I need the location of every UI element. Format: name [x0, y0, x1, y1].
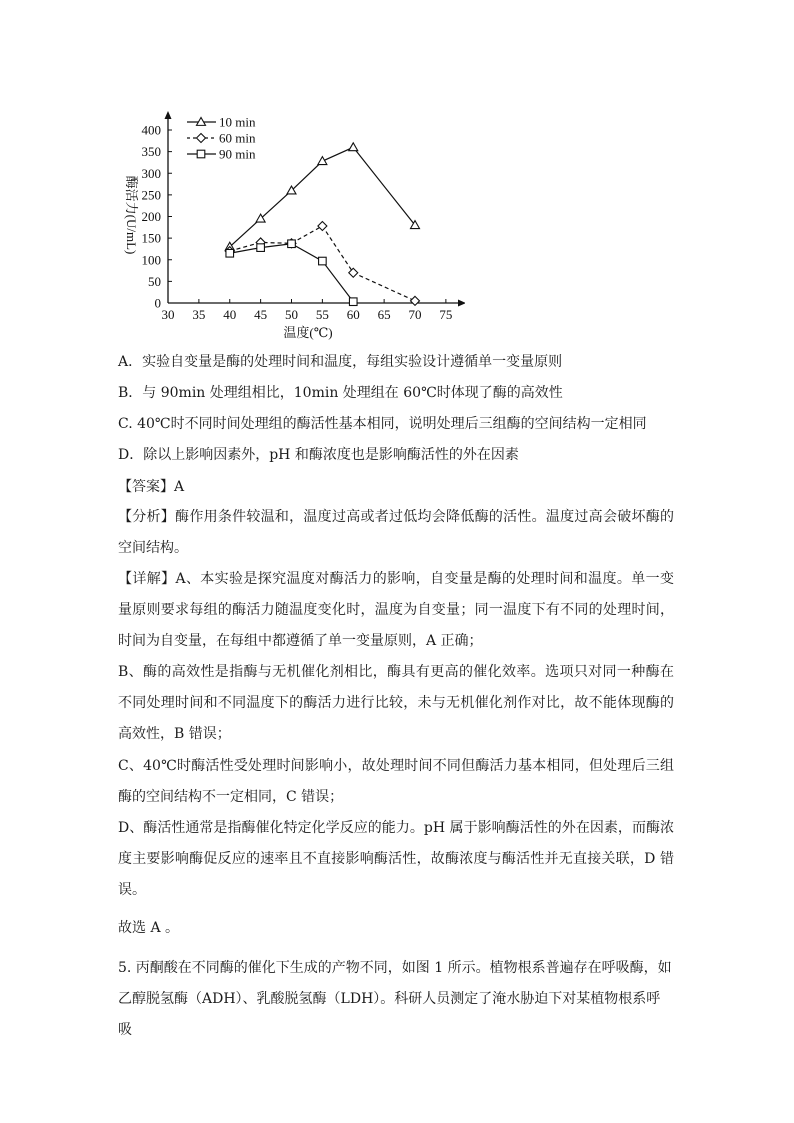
- analysis: 【分析】酶作用条件较温和，温度过高或者过低均会降低酶的活性。温度过高会破坏酶的空间结构。: [118, 509, 674, 556]
- diamond-marker: [318, 222, 327, 231]
- next-question: 5. 丙酮酸在不同酶的催化下生成的产物不同，如图 1 所示。植物根系普遍存在呼吸酶，如乙醇脱氢酶（ADH）、乳酸脱氢酶（LDH）。科研人员测定了淹水胁迫下对某植物根系呼吸: [118, 960, 672, 1038]
- option-c: C. 40℃时不同时间处理组的酶活性基本相同，说明处理后三组酶的空间结构一定相同: [118, 416, 647, 432]
- diamond-marker: [197, 134, 206, 143]
- detail-c: C、40℃时酶活性受处理时间影响小，故处理时间不同但酶活力基本相同，但处理后三组酶的空间结构不一定相同，C 错误；: [118, 758, 674, 805]
- chart-axes: [142, 111, 466, 322]
- y-tick-label: 400: [141, 122, 161, 138]
- chart-series: [225, 143, 419, 306]
- x-tick-label: 30: [161, 307, 175, 322]
- option-a: A．实验自变量是酶的处理时间和温度，每组实验设计遵循单一变量原则: [118, 354, 563, 370]
- y-tick-label: 350: [141, 144, 161, 160]
- x-axis-arrow: [458, 300, 465, 307]
- square-marker: [257, 244, 265, 252]
- chart-legend: [187, 115, 256, 162]
- diamond-marker: [411, 296, 420, 305]
- y-tick-label: 50: [148, 273, 161, 289]
- triangle-marker: [318, 157, 327, 165]
- legend-entry: [187, 131, 256, 146]
- y-tick-label: 200: [141, 209, 161, 224]
- x-tick-label: 45: [254, 307, 268, 322]
- y-axis-arrow: [165, 111, 172, 119]
- detail-d: D、酶活性通常是指酶催化特定化学反应的能力。pH 属于影响酶活性的外在因素，而酶浓度主要影响酶促反应的速率且不直接影响酶活性，故酶浓度与酶活性并无直接关联，D 错误。: [118, 820, 674, 898]
- x-tick-label: 70: [408, 307, 422, 322]
- detail-a: 【详解】A、本实验是探究温度对酶活力的影响，自变量是酶的处理时间和温度。单一变量原则要求每组的酶活力随温度变化时，温度为自变量；同一温度下有不同的处理时间，时间为自变量，在每组中都遵循了单一变量原则，A 正确；: [118, 571, 674, 649]
- x-tick-label: 50: [285, 307, 298, 322]
- enzyme-activity-chart: [105, 105, 465, 345]
- y-tick-label: 100: [141, 252, 161, 268]
- x-tick-label: 40: [223, 307, 237, 322]
- square-marker: [288, 240, 296, 248]
- square-marker: [349, 298, 357, 306]
- option-d: D．除以上影响因素外，pH 和酶浓度也是影响酶活性的外在因素: [118, 447, 519, 463]
- series-line: [230, 244, 354, 302]
- option-b: B．与 90min 处理组相比，10min 处理组在 60℃时体现了酶的高效性: [118, 385, 563, 401]
- y-tick-label: 150: [141, 230, 161, 246]
- y-axis-label: 酶活力(U/mL): [124, 175, 139, 255]
- y-tick-label: 0: [154, 295, 161, 311]
- legend-entry: [187, 115, 256, 130]
- x-tick-label: 55: [315, 307, 329, 322]
- square-marker: [197, 150, 205, 158]
- square-marker: [226, 249, 234, 257]
- x-tick-label: 35: [192, 307, 206, 322]
- diamond-marker: [349, 268, 358, 277]
- square-marker: [319, 257, 327, 265]
- legend-label: 10 min: [219, 114, 256, 130]
- legend-label: 60 min: [219, 130, 256, 146]
- answer: 【答案】A: [118, 479, 185, 495]
- triangle-marker: [349, 143, 358, 151]
- y-tick-label: 300: [141, 165, 161, 181]
- legend-label: 90 min: [219, 146, 256, 162]
- legend-entry: [187, 147, 256, 162]
- x-tick-label: 60: [346, 307, 360, 322]
- y-tick-label: 250: [141, 187, 161, 203]
- detail-b: B、酶的高效性是指酶与无机催化剂相比，酶具有更高的催化效率。选项只对同一种酶在不同处理时间和不同温度下的酶活力进行比较，未与无机催化剂作对比，故不能体现酶的高效性，B 错误；: [118, 664, 674, 742]
- x-tick-label: 75: [439, 307, 453, 322]
- x-axis-label: 温度(℃): [283, 325, 333, 340]
- x-tick-label: 65: [377, 307, 391, 322]
- conclusion: 故选 A 。: [118, 920, 180, 936]
